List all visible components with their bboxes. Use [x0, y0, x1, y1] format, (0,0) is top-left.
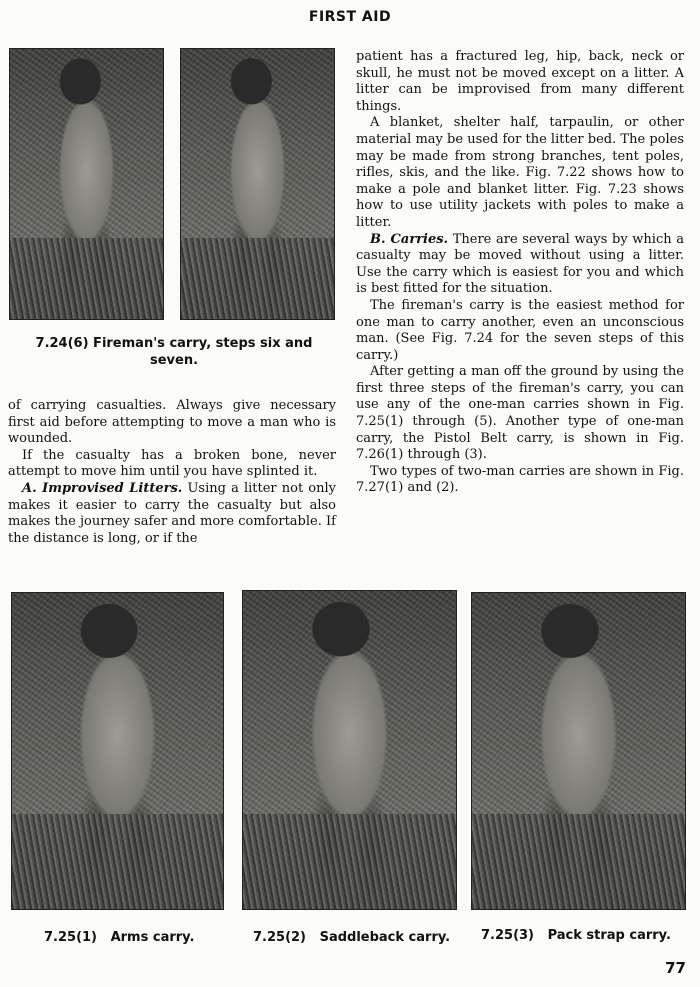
- page-header: FIRST AID: [308, 9, 392, 25]
- carries-heading: B. Carries.: [370, 231, 449, 247]
- figure-caption-7-25-2: 7.25(2) Saddleback carry.: [253, 930, 451, 945]
- left-column-text: [8, 398, 336, 547]
- fireman-carry-photo-left: [9, 48, 164, 320]
- right-column-text: [356, 49, 684, 497]
- saddleback-carry-photo: [242, 590, 457, 910]
- pack-strap-carry-photo: [471, 592, 686, 910]
- page-number: 77: [665, 959, 686, 977]
- left-paragraph-3: [8, 481, 336, 547]
- right-paragraph-5: After getting a man off the ground by using the first three steps of the fireman's carry, you can use any of the one-man carries shown in Fig. 7.25(1) through (5). Another type of one-man carry, the Pistol Belt carry, is shown in Fig. 7.26(1) through (3).: [356, 364, 684, 463]
- left-paragraph-2: If the casualty has a broken bone, never attempt to move him until you have splinted it.: [8, 447, 336, 480]
- right-paragraph-2: A blanket, shelter half, tarpaulin, or other material may be used for the litter bed. The poles may be made from strong branches, tent poles, rifles, skis, and the like. Fig. 7.22 shows how to make a pole and blanket litter. Fig. 7.23 shows how to use utility jackets with poles to make a litter.: [356, 115, 684, 230]
- arms-carry-photo: [11, 592, 224, 910]
- figure-caption-7-25-1: 7.25(1) Arms carry.: [44, 930, 195, 945]
- improvised-litters-body: Using a litter not only makes it easier to carry the casualty but also makes the journey safer and more comfortable. If the distance is long, or if the: [8, 480, 336, 546]
- right-paragraph-1: patient has a fractured leg, hip, back, neck or skull, he must not be moved except on a litter. A litter can be improvised from many different things.: [356, 49, 684, 114]
- right-paragraph-6: Two types of two-man carries are shown in Fig. 7.27(1) and (2).: [356, 463, 684, 496]
- right-paragraph-3: [356, 232, 684, 298]
- carries-body: There are several ways by which a casualty may be moved without using a litter. Use the carry which is easiest for you and which is best fitted for the situation.: [356, 231, 685, 297]
- figure-caption-7-25-3: 7.25(3) Pack strap carry.: [481, 928, 671, 943]
- right-paragraph-4: The fireman's carry is the easiest method for one man to carry another, even an unconscious man. (See Fig. 7.24 for the seven steps of this carry.): [356, 297, 684, 363]
- figure-caption-7-24-6: 7.24(6) Fireman's carry, steps six and seven.: [35, 336, 313, 368]
- left-paragraph-1: of carrying casualties. Always give necessary first aid before attempting to move a man who is wounded.: [8, 398, 336, 447]
- fireman-carry-photo-right: [180, 48, 335, 320]
- improvised-litters-heading: A. Improvised Litters.: [22, 480, 183, 496]
